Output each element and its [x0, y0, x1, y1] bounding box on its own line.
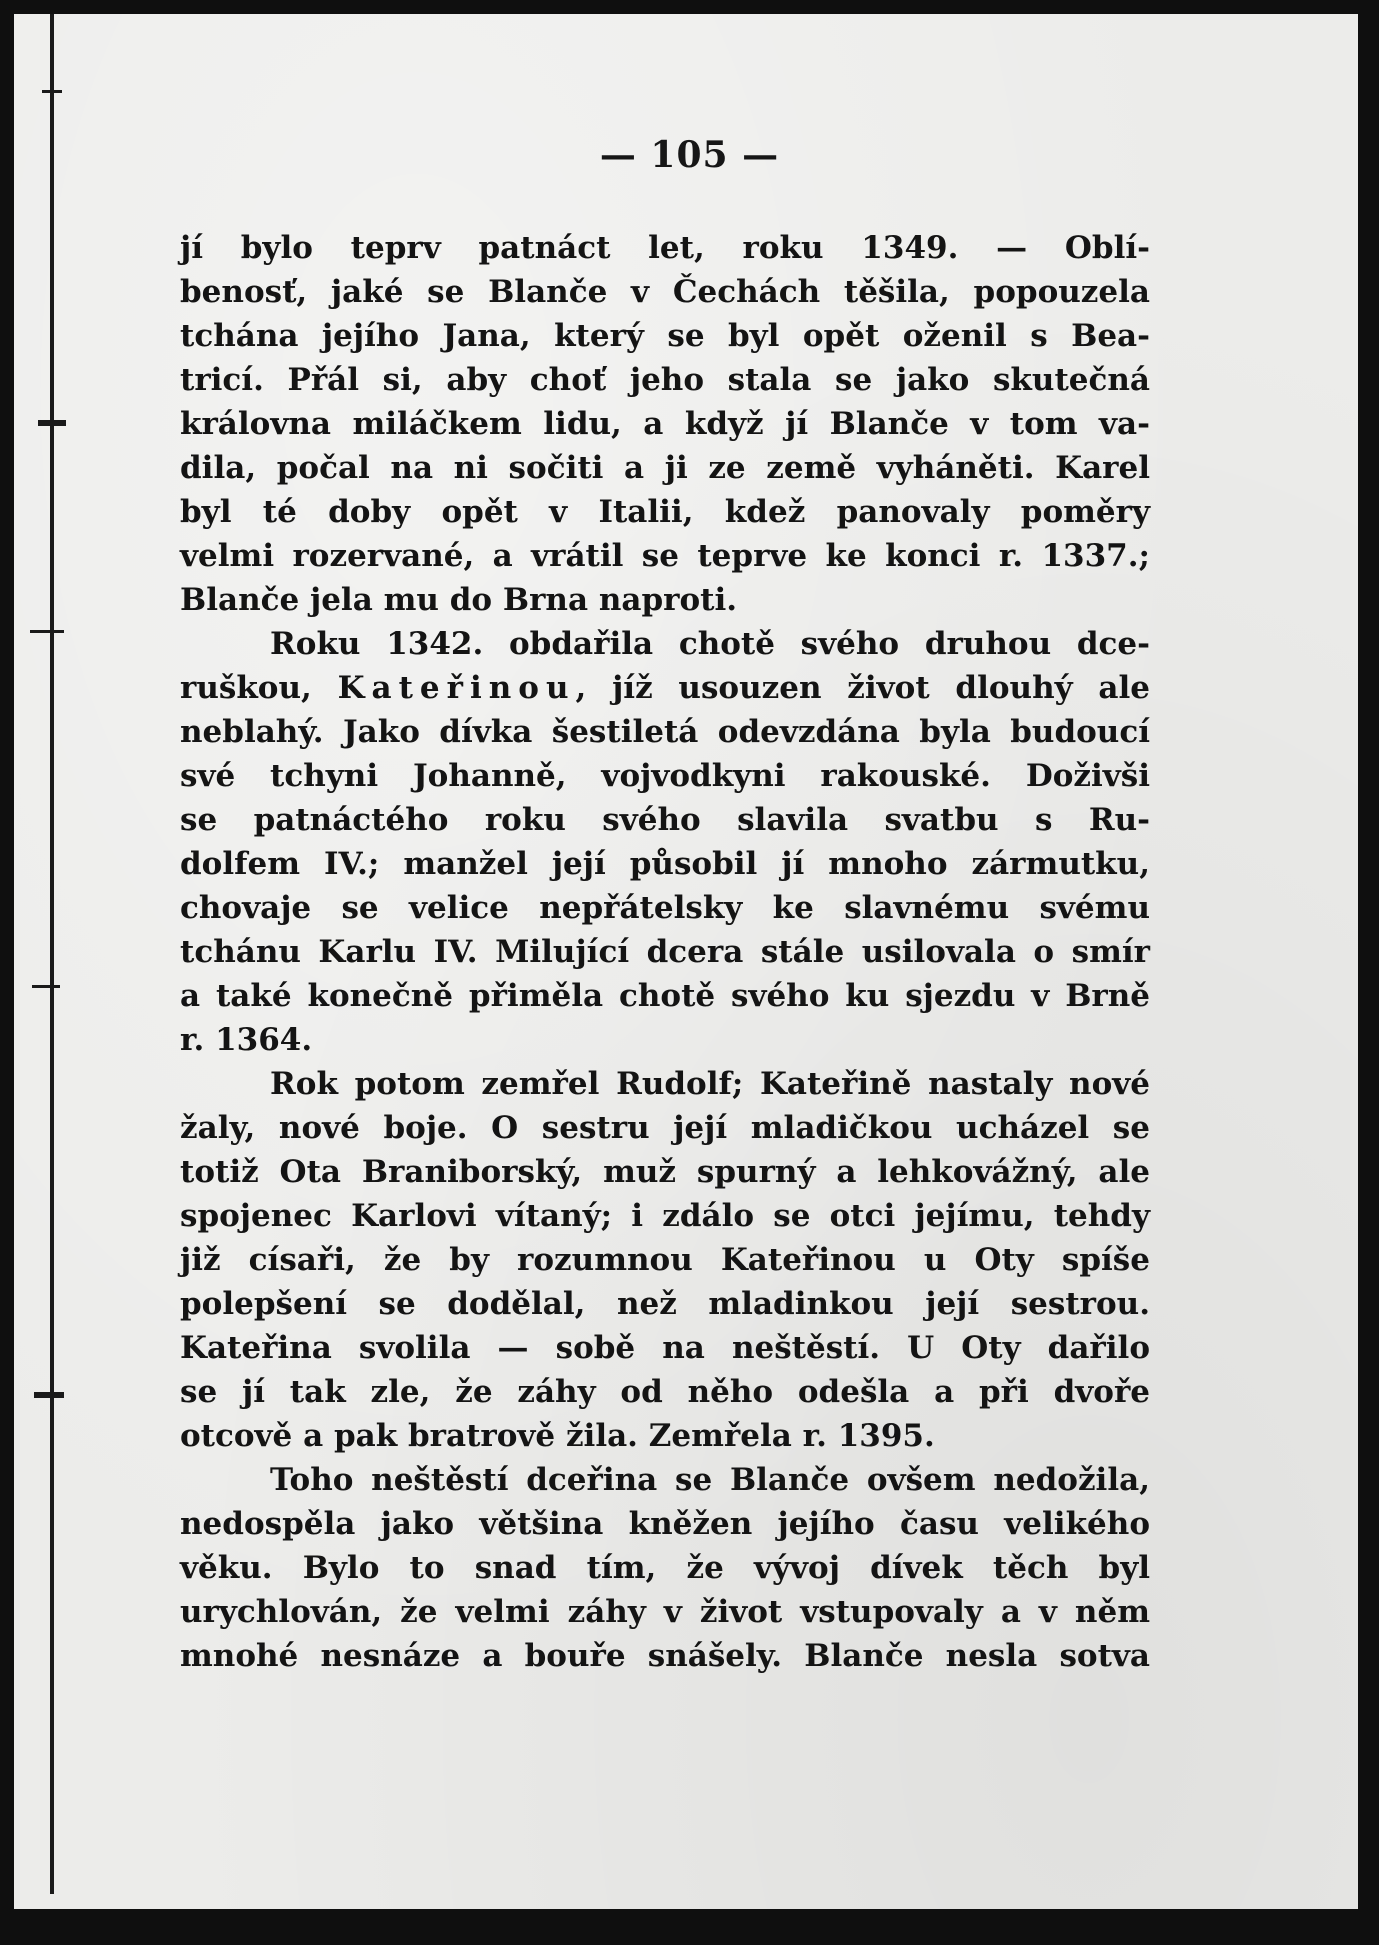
text-line: své tchyni Johanně, vojvodkyni rakouské. Doživši [180, 758, 1150, 794]
text-line: tricí. Přál si, aby choť jeho stala se jako skutečná [180, 362, 1150, 398]
text-line: mnohé nesnáze a bouře snášely. Blanče nesla sotva [180, 1638, 1150, 1674]
text-line: otcově a pak bratrově žila. Zemřela r. 1395. [180, 1418, 935, 1454]
text-line: dolfem IV.; manžel její působil jí mnoho zármutku, [180, 846, 1150, 882]
text-line: polepšení se dodělal, než mladinkou její sestrou. [180, 1286, 1150, 1322]
text-line [180, 666, 1150, 710]
text-line: Kateřina svolila — sobě na neštěstí. U Oty dařilo [180, 1330, 1150, 1366]
text-line: spojenec Karlovi vítaný; i zdálo se otci jejímu, tehdy [180, 1198, 1150, 1234]
binding-mark [32, 985, 60, 988]
text-line: věku. Bylo to snad tím, že vývoj dívek těch byl [180, 1550, 1150, 1586]
text-line: chovaje se velice nepřátelsky ke slavnému svému [180, 890, 1150, 926]
text-line: Toho neštěstí dceřina se Blanče ovšem nedožila, [270, 1462, 1150, 1498]
text-line: a také konečně přiměla chotě svého ku sjezdu v Brně [180, 978, 1150, 1014]
text-fragment: , jíž usouzen život dlouhý ale [575, 670, 1150, 706]
text-line: Blanče jela mu do Brna naproti. [180, 582, 738, 618]
text-line: žaly, nové boje. O sestru její mladičkou ucházel se [180, 1110, 1150, 1146]
binding-edge [50, 14, 54, 1894]
text-line: dila, počal na ni sočiti a ji ze země vyháněti. Karel [180, 450, 1150, 486]
emphasized-name: Kateřinou [337, 670, 576, 706]
text-line: se jí tak zle, že záhy od něho odešla a při dvoře [180, 1374, 1150, 1410]
text-fragment: ruškou, [180, 670, 338, 706]
text-line: Roku 1342. obdařila chotě svého druhou dce- [270, 626, 1150, 662]
page-number: — 105 — [599, 134, 780, 176]
text-line: se patnáctého roku svého slavila svatbu s Ru- [180, 802, 1150, 838]
text-line: již císaři, že by rozumnou Kateřinou u Oty spíše [180, 1242, 1150, 1278]
text-line: r. 1364. [180, 1022, 313, 1058]
binding-mark [30, 630, 64, 633]
text-line: jí bylo teprv patnáct let, roku 1349. — Oblí- [180, 230, 1150, 266]
binding-mark [34, 1392, 64, 1398]
text-line: velmi rozervané, a vrátil se teprve ke konci r. 1337.; [180, 538, 1150, 574]
binding-mark [38, 420, 66, 426]
text-line: Rok potom zemřel Rudolf; Kateřině nastaly nové [270, 1066, 1150, 1102]
text-line: tchánu Karlu IV. Milující dcera stále usilovala o smír [180, 934, 1150, 970]
body-text [180, 226, 1150, 1678]
text-line: tchána jejího Jana, který se byl opět oženil s Bea- [180, 318, 1150, 354]
binding-mark [42, 90, 62, 93]
text-line: benosť, jaké se Blanče v Čechách těšila, popouzela [180, 274, 1150, 310]
text-line: královna miláčkem lidu, a když jí Blanče v tom va- [180, 406, 1150, 442]
text-line: totiž Ota Braniborský, muž spurný a lehkovážný, ale [180, 1154, 1150, 1190]
text-line: byl té doby opět v Italii, kdež panovaly poměry [180, 494, 1150, 530]
text-line: nedospěla jako většina kněžen jejího času velikého [180, 1506, 1150, 1542]
text-line: urychlován, že velmi záhy v život vstupovaly a v něm [180, 1594, 1150, 1630]
text-line: neblahý. Jako dívka šestiletá odevzdána byla budoucí [180, 714, 1150, 750]
